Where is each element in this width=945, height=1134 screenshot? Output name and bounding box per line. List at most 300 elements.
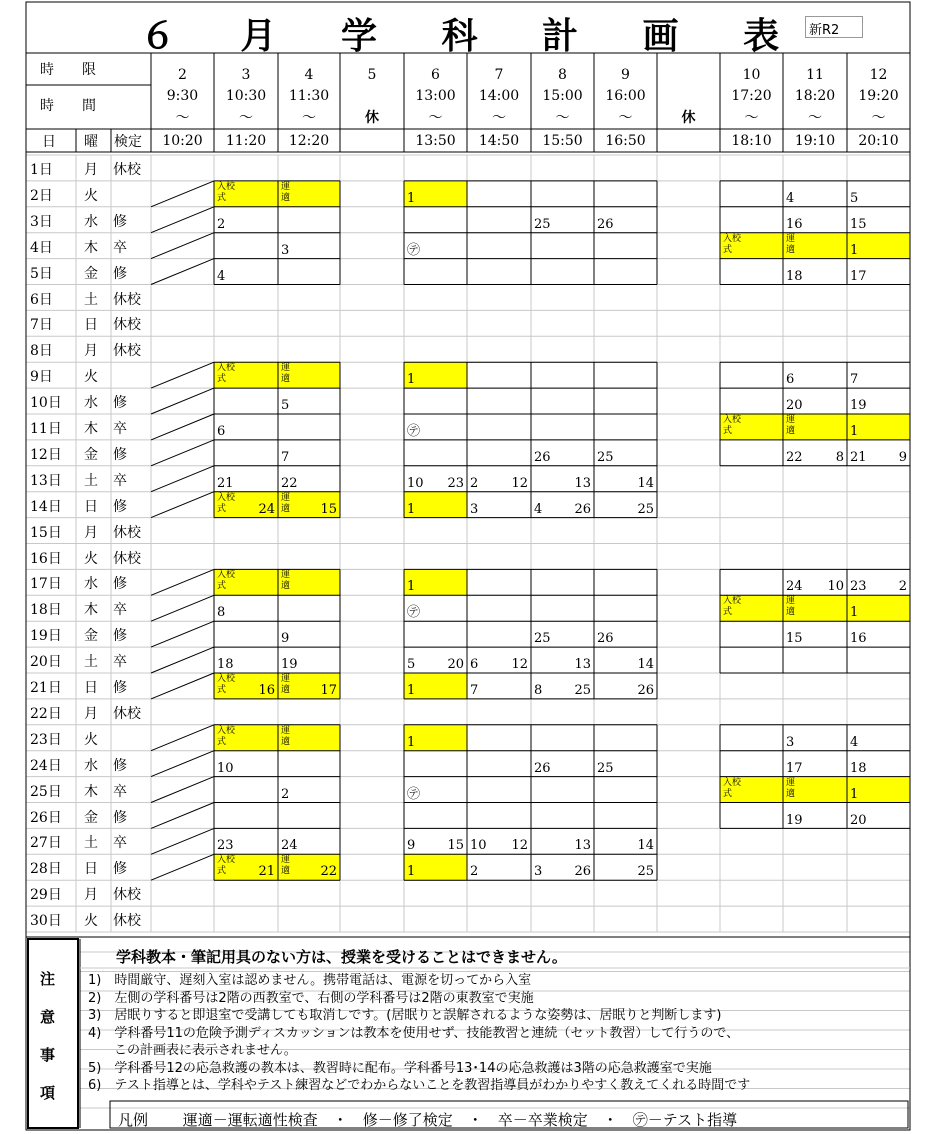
weekday-label: 土 [84,291,98,308]
unteki-label: 適 [786,244,796,255]
weekday-label: 日 [84,680,98,696]
period-start-time: 10:30 [225,88,267,104]
exam-label: 修 [113,809,127,826]
class-number: 6 [470,657,479,673]
day-label: 22日 [30,705,62,722]
weekday-label: 火 [84,187,98,204]
class-number: 19 [281,657,298,673]
weekday-label: 木 [84,239,98,256]
day-label: 6日 [30,291,53,308]
weekday-label: 土 [84,472,98,489]
nyuko-label: 式 [217,866,227,877]
tilde-mark: ～ [239,110,253,126]
day-label: 15日 [30,524,62,541]
notes-side-label: 意 [40,1008,56,1026]
period-start-time: 17:20 [731,88,772,104]
class-number: 13 [574,838,591,854]
diagonal-slash [151,207,214,233]
nyuko-label: 式 [217,192,227,203]
class-number: 19 [850,398,867,414]
exam-label: 休校 [113,913,141,930]
class-number: ㋢ [407,424,421,439]
unteki-label: 運 [786,415,796,425]
unteki-label: 運 [786,596,796,607]
nyuko-label: 入校 [217,363,236,374]
day-label: 28日 [30,861,62,878]
class-number: 26 [597,631,614,647]
diagonal-slash [151,466,214,492]
class-number: 2 [470,475,479,491]
class-number: 16 [850,631,867,647]
class-number: 16 [786,216,803,232]
weekday-label: 土 [84,835,98,852]
class-number: 17 [850,268,867,284]
day-label: 29日 [30,887,62,904]
day-label: 13日 [30,472,62,489]
class-number: 15 [320,501,337,517]
class-number: 1 [407,579,416,595]
weekday-label: 金 [84,265,98,282]
unteki-label: 運 [281,725,291,736]
unteki-label: 運 [786,233,796,244]
class-number: 26 [637,683,654,698]
class-number: 2 [898,579,907,595]
page-title: ６ 月 学 科 計 画 表 [139,16,806,57]
tilde-mark: ～ [302,110,316,126]
day-label: 21日 [30,680,62,696]
class-number: 1 [850,605,859,621]
day-label: 14日 [30,498,62,515]
nyuko-label: 式 [217,503,227,514]
unteki-label: 適 [786,788,796,799]
day-label: 19日 [30,628,62,645]
note-item: 3) 居眠りすると即退室で受講しても取消しです。(居眠りと誤解されるような姿勢は、居眠りと判断します) [88,1008,722,1023]
unteki-label: 運 [281,570,291,581]
day-label: 27日 [30,835,62,852]
class-number: 26 [534,760,551,776]
class-number: 2 [470,864,479,880]
period-number: 3 [241,67,251,83]
weekday-label: 火 [84,369,98,386]
class-number: 6 [786,372,795,388]
unteki-label: 適 [281,736,291,747]
exam-label: 休校 [113,550,141,567]
notes-heading: 学科教本・筆記用具のない方は、授業を受けることはできません。 [116,948,567,966]
class-number: 15 [850,216,867,232]
nyuko-label: 式 [723,607,733,618]
diagonal-slash [151,725,214,751]
period-end-time: 19:10 [794,133,836,149]
class-number: 24 [281,838,298,854]
class-number: 4 [534,501,543,517]
weekday-label: 日 [84,861,98,878]
exam-label: 卒 [113,602,127,619]
class-number: 1 [407,734,416,750]
day-label: 23日 [30,731,62,748]
exam-label: 修 [113,213,127,230]
period-number: 9 [621,67,630,83]
weekday-label: 金 [84,628,98,645]
class-number: 1 [407,683,416,698]
class-number: 26 [574,864,591,880]
class-number: 25 [574,683,591,698]
note-item: この計画表に表示されません。 [88,1043,297,1058]
period-start-time: 9:30 [166,88,199,104]
class-number: 1 [407,501,416,517]
class-number: 2 [281,786,290,802]
class-number: 9 [898,449,907,465]
class-number: 26 [574,501,591,517]
nyuko-label: 入校 [723,596,742,607]
class-number: 12 [511,475,528,491]
class-number: 23 [217,838,234,854]
unteki-label: 適 [786,426,796,436]
nyuko-label: 入校 [217,570,236,581]
exam-label: 休校 [113,291,141,308]
nyuko-label: 式 [217,685,227,695]
class-number: 1 [850,424,859,439]
note-item: 2) 左側の学科番号は2階の西教室で、右側の学科番号は2階の東教室で実施 [88,990,534,1006]
day-label: 4日 [30,239,53,256]
nyuko-label: 式 [723,244,733,255]
exam-label: 修 [113,395,127,412]
column-exam-label: 検定 [114,134,142,150]
class-number: 1 [850,242,859,258]
class-number: 3 [470,501,479,517]
period-start-time: 11:30 [288,88,330,104]
notes-side-label: 事 [40,1046,56,1064]
nyuko-label: 式 [723,426,733,436]
period-end-time: 14:50 [478,133,520,149]
class-number: 22 [786,449,803,465]
unteki-label: 運 [281,492,291,503]
day-label: 17日 [30,576,62,593]
weekday-label: 水 [84,757,98,774]
unteki-label: 適 [281,374,291,385]
class-number: 1 [407,372,416,388]
exam-label: 卒 [113,239,127,256]
tilde-mark: ～ [175,110,190,126]
class-number: 22 [281,475,298,491]
weekday-label: 火 [84,913,98,930]
diagonal-slash [151,751,214,777]
class-number: 18 [217,657,234,673]
weekday-label: 木 [84,602,98,619]
period-number: 5 [367,67,377,83]
class-number: 19 [786,812,803,828]
period-number: 6 [431,67,440,83]
legend: 凡例 運適－運転適性検査 ・ 修－修了検定 ・ 卒－卒業検定 ・ ㋢－テスト指導 [118,1111,738,1129]
weekday-label: 火 [84,731,98,748]
class-number: 5 [407,657,416,673]
period-start-time: 14:00 [478,88,520,104]
period-start-time: 18:20 [794,88,836,104]
period-end-time: 11:20 [225,133,267,149]
class-number: 17 [320,683,337,698]
weekday-label: 土 [84,654,98,671]
diagonal-slash [151,492,214,518]
diagonal-slash [151,854,214,880]
day-label: 8日 [30,343,53,360]
class-number: 25 [637,864,654,880]
weekday-label: 月 [84,343,98,360]
class-number: 26 [534,449,551,465]
class-number: 8 [217,605,226,621]
diagonal-slash [151,388,214,414]
nyuko-label: 入校 [217,855,236,866]
diagonal-slash [151,777,214,803]
class-number: 20 [850,812,867,828]
diagonal-slash [151,647,214,673]
nyuko-label: 式 [217,736,227,747]
class-number: 25 [534,631,551,647]
day-label: 20日 [30,654,62,671]
day-label: 25日 [30,783,62,800]
exam-label: 卒 [113,654,127,671]
class-number: 17 [786,760,803,776]
class-number: 14 [637,838,654,854]
period-label: 時 限 [40,62,96,78]
nyuko-label: 式 [217,581,227,592]
class-number: 26 [597,216,614,232]
class-number: 16 [258,683,275,698]
class-number: 1 [407,190,416,206]
diagonal-slash [151,362,214,388]
weekday-label: 木 [84,421,98,437]
day-label: 5日 [30,265,53,282]
weekday-label: 日 [84,317,98,334]
exam-label: 修 [113,498,127,515]
class-number: 18 [786,268,803,284]
weekday-label: 火 [84,550,98,567]
period-start-time: 13:00 [415,88,456,104]
day-label: 24日 [30,757,62,774]
exam-label: 修 [113,861,127,878]
diagonal-slash [151,181,214,207]
class-number: 8 [534,683,543,698]
class-number: 3 [786,734,795,750]
exam-label: 修 [113,265,127,282]
class-number: 24 [786,579,803,595]
period-start-time: 19:20 [858,88,899,104]
diagonal-slash [151,233,214,259]
weekday-label: 金 [84,809,98,826]
class-number: 25 [597,760,614,776]
nyuko-label: 式 [217,374,227,385]
tilde-mark: ～ [492,110,506,126]
day-label: 9日 [30,369,53,386]
class-number: 13 [574,475,591,491]
class-number: 10 [827,579,844,595]
unteki-label: 運 [786,777,796,788]
class-number: 25 [637,501,654,517]
class-number: 21 [258,864,275,880]
day-label: 16日 [30,550,62,567]
class-number: 10 [407,475,424,491]
tilde-mark: ～ [744,110,759,126]
class-number: 13 [574,657,591,673]
nyuko-label: 入校 [217,181,236,192]
day-label: 2日 [30,187,53,204]
version-label: 新R2 [805,16,863,38]
weekday-label: 日 [84,498,98,515]
weekday-label: 水 [84,576,98,593]
tilde-mark: ～ [555,110,570,126]
weekday-label: 月 [84,524,98,541]
class-number: 8 [835,449,844,465]
class-number: 23 [850,579,867,595]
exam-label: 卒 [113,835,127,852]
day-label: 1日 [30,162,53,178]
period-number: 12 [869,67,888,83]
weekday-label: 木 [84,783,98,800]
nyuko-label: 入校 [723,415,742,425]
class-number: 1 [850,786,859,802]
note-item: 5) 学科番号12の応急救護の教本は、教習時に配布。学科番号13･14の応急救護は3階の応急救護室で実施 [88,1060,712,1076]
exam-label: 休校 [113,887,141,904]
period-number: 10 [742,67,761,83]
class-number: 6 [217,424,226,439]
diagonal-slash [151,673,214,699]
exam-label: 卒 [113,783,127,800]
class-number: 12 [511,838,528,854]
period-end-time: 18:10 [731,133,772,149]
class-number: 5 [850,190,859,206]
diagonal-slash [151,569,214,595]
exam-label: 修 [113,576,127,593]
class-number: 24 [258,501,275,517]
break-label: 休 [365,110,379,126]
weekday-label: 月 [84,162,98,178]
period-number: 8 [558,67,567,83]
class-number: 25 [534,216,551,232]
exam-label: 休校 [113,343,141,360]
tilde-mark: ～ [428,110,443,126]
class-number: 20 [447,657,464,673]
unteki-label: 運 [281,363,291,374]
class-number: ㋢ [407,242,421,258]
exam-label: 卒 [113,472,127,489]
unteki-label: 適 [281,866,291,877]
period-start-time: 16:00 [605,88,646,104]
exam-label: 修 [113,757,127,774]
day-label: 10日 [30,395,62,412]
class-number: 20 [786,398,803,414]
class-number: 10 [470,838,487,854]
note-item: 6) テスト指導とは、学科やテスト練習などでわからないことを教習指導員がわかりやすく教えてくれる時間です [88,1078,751,1093]
tilde-mark: ～ [618,110,633,126]
day-label: 26日 [30,809,62,826]
exam-label: 修 [113,680,127,696]
break-label: 休 [681,110,696,126]
day-label: 18日 [30,602,62,619]
period-end-time: 10:20 [162,133,203,149]
class-number: 7 [470,683,479,698]
class-number: 12 [511,657,528,673]
notes-side-label: 項 [40,1084,56,1102]
weekday-label: 金 [84,446,98,463]
day-label: 11日 [30,421,62,437]
period-number: 2 [178,67,187,83]
class-number: 4 [850,734,859,750]
time-label: 時 間 [40,98,96,114]
unteki-label: 運 [281,674,291,684]
weekday-label: 月 [84,705,98,722]
period-number: 11 [806,67,824,83]
class-number: ㋢ [407,786,421,802]
tilde-mark: ～ [808,110,822,126]
unteki-label: 運 [281,181,291,192]
class-number: 15 [786,631,803,647]
class-number: 9 [281,631,290,647]
nyuko-label: 入校 [217,725,236,736]
period-end-time: 12:20 [288,133,330,149]
unteki-label: 運 [281,855,291,866]
unteki-label: 適 [281,581,291,592]
diagonal-slash [151,595,214,621]
note-item: 4) 学科番号11の危険予測ディスカッションは教本を使用せず、技能教習と連続（セット教習）して行うので、 [88,1025,740,1041]
period-end-time: 16:50 [605,133,646,149]
nyuko-label: 入校 [217,674,236,684]
class-number: 21 [217,475,234,491]
nyuko-label: 入校 [723,233,742,244]
weekday-label: 月 [84,887,98,904]
exam-label: 休校 [113,705,141,722]
tilde-mark: ～ [871,110,886,126]
class-number: 3 [534,864,543,880]
class-number: ㋢ [407,605,421,621]
class-number: 4 [786,190,795,206]
day-label: 3日 [30,213,53,230]
class-number: 7 [850,372,859,388]
class-number: 9 [407,838,416,854]
day-label: 12日 [30,446,62,463]
exam-label: 休校 [113,162,141,178]
unteki-label: 適 [281,685,291,695]
class-number: 7 [281,449,290,465]
period-end-time: 13:50 [415,133,456,149]
period-end-time: 20:10 [858,133,899,149]
class-number: 23 [447,475,464,491]
class-number: 14 [637,657,654,673]
class-number: 1 [407,864,416,880]
class-number: 14 [637,475,654,491]
class-number: 22 [320,864,337,880]
class-number: 18 [850,760,867,776]
diagonal-slash [151,803,214,829]
exam-label: 休校 [113,317,141,334]
exam-label: 修 [113,628,127,645]
diagonal-slash [151,828,214,854]
nyuko-label: 入校 [217,492,236,503]
unteki-label: 適 [786,607,796,618]
weekday-label: 水 [84,213,98,230]
period-start-time: 15:00 [542,88,583,104]
day-label: 7日 [30,317,53,334]
exam-label: 休校 [113,524,141,541]
class-number: 2 [217,216,226,232]
class-number: 15 [447,838,464,854]
column-day-label: 日 [42,134,56,150]
class-number: 25 [597,449,614,465]
unteki-label: 適 [281,503,291,514]
nyuko-label: 式 [723,788,733,799]
notes-side-label: 注 [40,970,56,988]
diagonal-slash [151,621,214,647]
class-number: 5 [281,398,290,414]
period-number: 7 [494,67,504,83]
exam-label: 修 [113,446,127,463]
